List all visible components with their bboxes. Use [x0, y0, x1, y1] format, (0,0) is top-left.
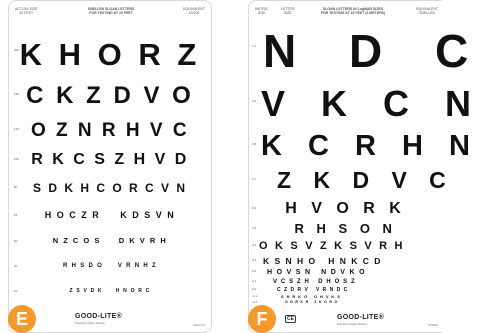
row-label: 0.3: [252, 258, 257, 262]
row-label: 32: [14, 289, 18, 293]
row-label: 0.2: [252, 269, 257, 273]
label-badge-f: F: [248, 305, 276, 333]
letter-row-8: K S N H O H N K C D: [263, 256, 382, 266]
letter-row-1: N D C: [263, 25, 488, 77]
row-label: 63: [14, 213, 18, 217]
letter-row-6: H O C Z R K D S V N: [44, 210, 176, 220]
row-label: 0.7: [252, 177, 257, 181]
row-label: -0.2: [252, 300, 258, 304]
letter-row-8: R H S D O V R N H Z: [63, 263, 157, 269]
brand-subtitle: Precision Vision Testing: [337, 322, 367, 326]
letter-row-9: Z S V D K H N O R C: [69, 288, 151, 294]
brand-subtitle: Precision Vision Testing: [75, 321, 105, 325]
letter-row-5: S D K H C O R C V N: [32, 181, 187, 195]
eye-chart-f: [248, 0, 488, 333]
eye-chart-e: [8, 0, 212, 333]
row-label: -0.1: [252, 294, 258, 298]
row-label: 1.0: [252, 44, 257, 48]
letter-row-4: Z K D V C: [277, 167, 454, 193]
letter-row-10: V C S Z H D H O S Z: [273, 279, 356, 285]
row-label: 200: [14, 48, 20, 52]
product-code: MG0723: [193, 323, 205, 327]
brand-logo: GOOD-LITE®: [75, 313, 123, 320]
letter-row-9: H O V S N N D V K O: [267, 269, 366, 276]
row-label: 0.0: [252, 287, 257, 291]
letter-row-1: K H O R Z: [19, 37, 201, 72]
header-mid: LETTER SIZE: [281, 7, 295, 15]
header-right: EQUIVALENT 20/100: [183, 7, 205, 15]
row-label: 40: [14, 264, 18, 268]
brand-logo: GOOD-LITE®: [337, 314, 385, 321]
header-left: METRIC 6/30: [255, 7, 269, 15]
letter-row-13: O D R K H Z K O R D: [285, 300, 338, 304]
row-label: 0.6: [252, 206, 257, 210]
letter-row-2: C K Z D V O: [26, 82, 194, 109]
row-label: 100: [14, 157, 20, 161]
letter-row-11: C Z D R V V R N D C: [277, 287, 349, 293]
row-label: 80: [14, 185, 18, 189]
header-left: ACTUAL SIZE 20 FEET: [15, 7, 38, 15]
letter-row-2: V K C N: [261, 83, 485, 124]
letter-row-5: H V O R K: [285, 200, 406, 217]
product-code: #75009: [427, 323, 438, 327]
ce-mark: CE: [287, 316, 294, 322]
row-label: 160: [14, 92, 20, 96]
row-label: 0.1: [252, 279, 257, 283]
letter-row-3: O Z N R H V C: [30, 120, 190, 141]
row-label: 50: [14, 239, 18, 243]
row-label: 0.5: [252, 226, 257, 230]
row-label: 0.4: [252, 243, 257, 247]
chart-title: SNELLEN SLOAN LETTERS FOR TESTING AT 10 FEET: [87, 7, 135, 15]
letter-row-12: S H R K O O H V K S: [281, 294, 341, 299]
letter-row-3: K C R H N: [261, 130, 479, 162]
header-right: EQUIVALENT SNELLEN: [416, 7, 438, 15]
letter-row-7: N Z C O S D K V R H: [52, 236, 168, 245]
letter-row-7: O K S V Z K S V R H: [259, 240, 405, 252]
row-label: 0.9: [252, 99, 257, 103]
letter-row-6: R H S O N: [294, 221, 397, 236]
chart-title: SLOAN LETTERS IN LogMAR SIZES FOR TESTING AT 10 FEET (3 METERS): [320, 7, 386, 15]
label-badge-e: E: [8, 305, 36, 333]
row-label: 0.8: [252, 142, 257, 146]
row-label: 125: [14, 127, 20, 131]
letter-row-4: R K C S Z H V D: [31, 151, 189, 168]
